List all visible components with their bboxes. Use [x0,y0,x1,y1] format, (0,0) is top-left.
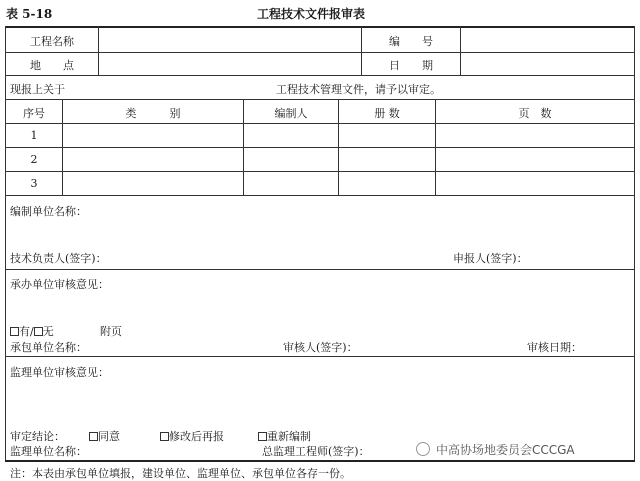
supervisor-unit-label: 监理单位名称： [10,445,87,458]
attachment-label: 附页 [100,325,122,338]
reporter-signature: 申报人(签字)： [453,252,528,265]
report-suffix: 工程技术管理文件，请予以审定。 [276,83,441,96]
redo-option [258,428,311,444]
agree-label: 同意 [98,430,120,443]
table-number: 表 5-18 [6,7,53,21]
project-name-label: 工程名称 [30,35,74,48]
conclusion-label: 审定结论： [10,430,65,443]
revise-checkbox[interactable] [160,432,169,441]
number-label: 编 号 [389,35,433,48]
chief-engineer-signature: 总监理工程师(签字)： [262,445,370,458]
wechat-icon [416,442,430,456]
date-label: 日 期 [389,59,433,72]
none-label: 无 [42,325,54,338]
reviewer-signature: 审核人(签字)： [283,341,358,354]
table-row: 3 [30,177,38,190]
col-header-volumes: 册 数 [374,107,400,120]
has-checkbox[interactable] [10,327,19,336]
contractor-opinion-label: 承办单位审核意见： [10,278,109,291]
col-header-pages: 页 数 [518,107,552,120]
revise-option [160,428,224,444]
tech-lead-signature: 技术负责人(签字)： [10,252,107,265]
report-prefix: 现报上关于 [10,83,65,96]
revise-label: 修改后再报 [169,430,224,443]
agree-option [89,428,120,444]
location-label: 地 点 [30,59,74,72]
agree-checkbox[interactable] [89,432,98,441]
table-row: 1 [30,129,38,142]
contractor-unit-label: 承包单位名称： [10,341,87,354]
compiler-unit-label: 编制单位名称： [10,205,87,218]
has-label: 有 [19,325,30,338]
review-date-label: 审核日期： [527,341,582,354]
col-header-seq: 序号 [23,107,45,120]
page-title: 工程技术文件报审表 [257,7,366,21]
attachment-options: 有/ 无 [10,323,54,339]
none-checkbox[interactable] [34,327,43,336]
col-header-category: 类 别 [125,107,181,120]
col-header-author: 编制人 [274,107,308,120]
redo-label: 重新编制 [267,430,311,443]
footer-note: 注：本表由承包单位填报，建设单位、监理单位、承包单位各存一份。 [10,467,351,480]
watermark-text: 中高协场地委员会CCCGA [436,443,575,457]
redo-checkbox[interactable] [258,432,267,441]
table-row: 2 [30,153,38,166]
supervisor-opinion-label: 监理单位审核意见： [10,366,109,379]
